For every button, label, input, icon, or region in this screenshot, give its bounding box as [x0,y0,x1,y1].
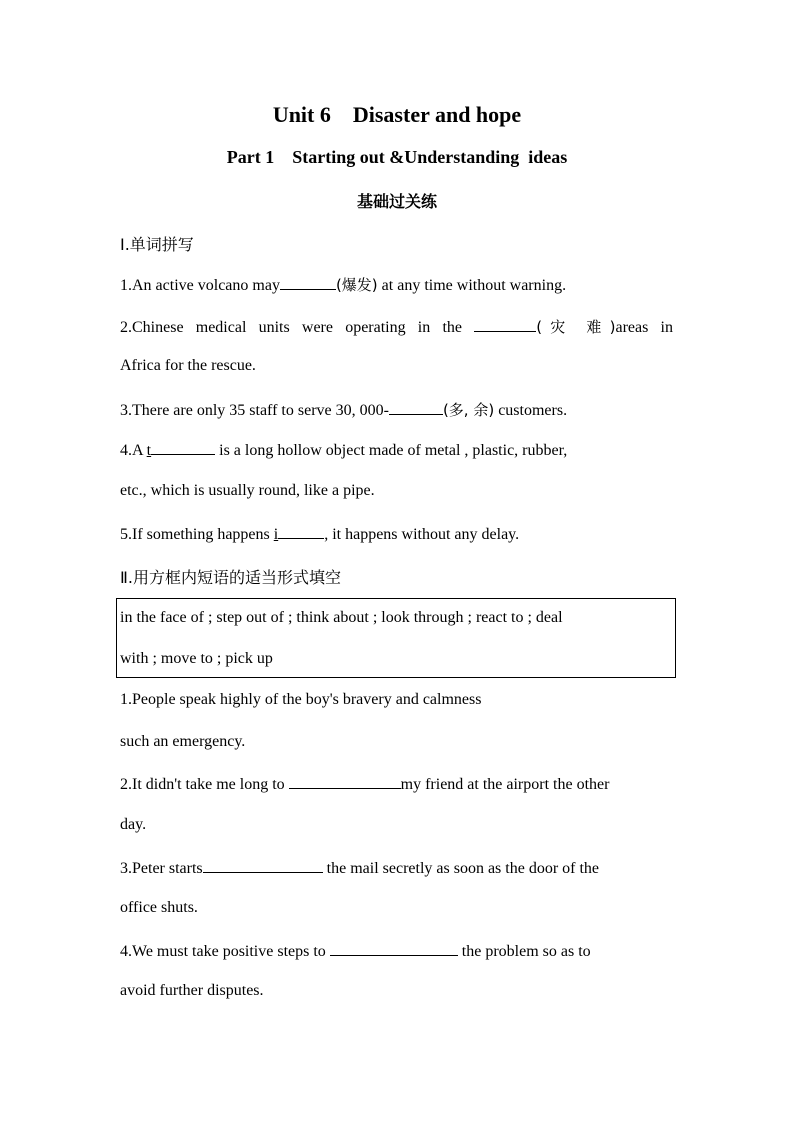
answer-blank[interactable] [278,524,324,539]
section-1-heading: Ⅰ.单词拼写 [120,235,194,254]
answer-blank[interactable] [151,440,215,455]
answer-blank[interactable] [289,774,401,789]
question-2-3 [120,858,673,878]
phrase-list-line-2: with ; move to ; pick up [120,650,273,667]
first-letter-hint: t [146,442,152,459]
phrase-list-line-1: in the face of ; step out of ; think about ; look through ; react to ; deal [120,609,563,626]
answer-blank[interactable] [203,858,323,873]
question-text: 3.Peter starts [120,860,203,877]
question-2-4-line-2: avoid further disputes. [120,982,264,999]
question-2-2-line-2: day. [120,816,147,833]
question-text: 5.If something happens [120,526,274,543]
question-text: is a long hollow object made of metal , plastic, rubber, [215,442,568,459]
question-text: the problem so as to [457,943,591,960]
question-2-1-line-2: such an emergency. [120,733,246,750]
question-text: 3.There are only 35 staff to serve 30, 000- [120,402,389,419]
question-1-4-line-2: etc., which is usually round, like a pipe. [120,482,375,499]
practice-heading: 基础过关练 [356,192,437,211]
question-text: my friend at the airport the other [400,776,610,793]
question-text: at any time without warning. [377,277,567,294]
question-2-4 [120,941,673,961]
question-text: , it happens without any delay. [324,526,520,543]
question-2-3-line-2: office shuts. [120,899,198,916]
first-letter-hint: i [273,526,279,543]
question-2-2 [120,774,673,794]
question-text: 2.It didn't take me long to [120,776,289,793]
question-1-1 [120,274,673,295]
question-text: 4.We must take positive steps to [120,943,330,960]
chinese-hint: (爆发) [335,276,378,294]
question-text: 2.Chinese medical units were operating in the [120,319,475,336]
phrase-box [116,598,676,678]
question-1-2 [120,316,673,337]
answer-blank[interactable] [474,317,536,332]
answer-blank[interactable] [389,400,443,415]
question-1-2-line-2: Africa for the rescue. [120,357,256,374]
question-text: customers. [494,402,568,419]
chinese-hint: (灾 难) [536,318,616,336]
question-text: 4.A [120,442,147,459]
part-subtitle: Part 1 Starting out &Understanding ideas [226,147,568,167]
answer-blank[interactable] [330,941,458,956]
question-1-3 [120,399,673,420]
question-2-1: 1.People speak highly of the boy's bravery and calmness [120,691,482,708]
question-1-4 [120,440,673,460]
question-text: areas in [615,319,673,336]
unit-title: Unit 6 Disaster and hope [272,102,522,127]
chinese-hint: (多, 余) [442,401,495,419]
question-text: 1.An active volcano may [120,277,280,294]
section-2-heading: Ⅱ.用方框内短语的适当形式填空 [120,568,341,587]
question-1-5 [120,524,673,544]
question-text: the mail secretly as soon as the door of the [322,860,600,877]
answer-blank[interactable] [280,275,336,290]
